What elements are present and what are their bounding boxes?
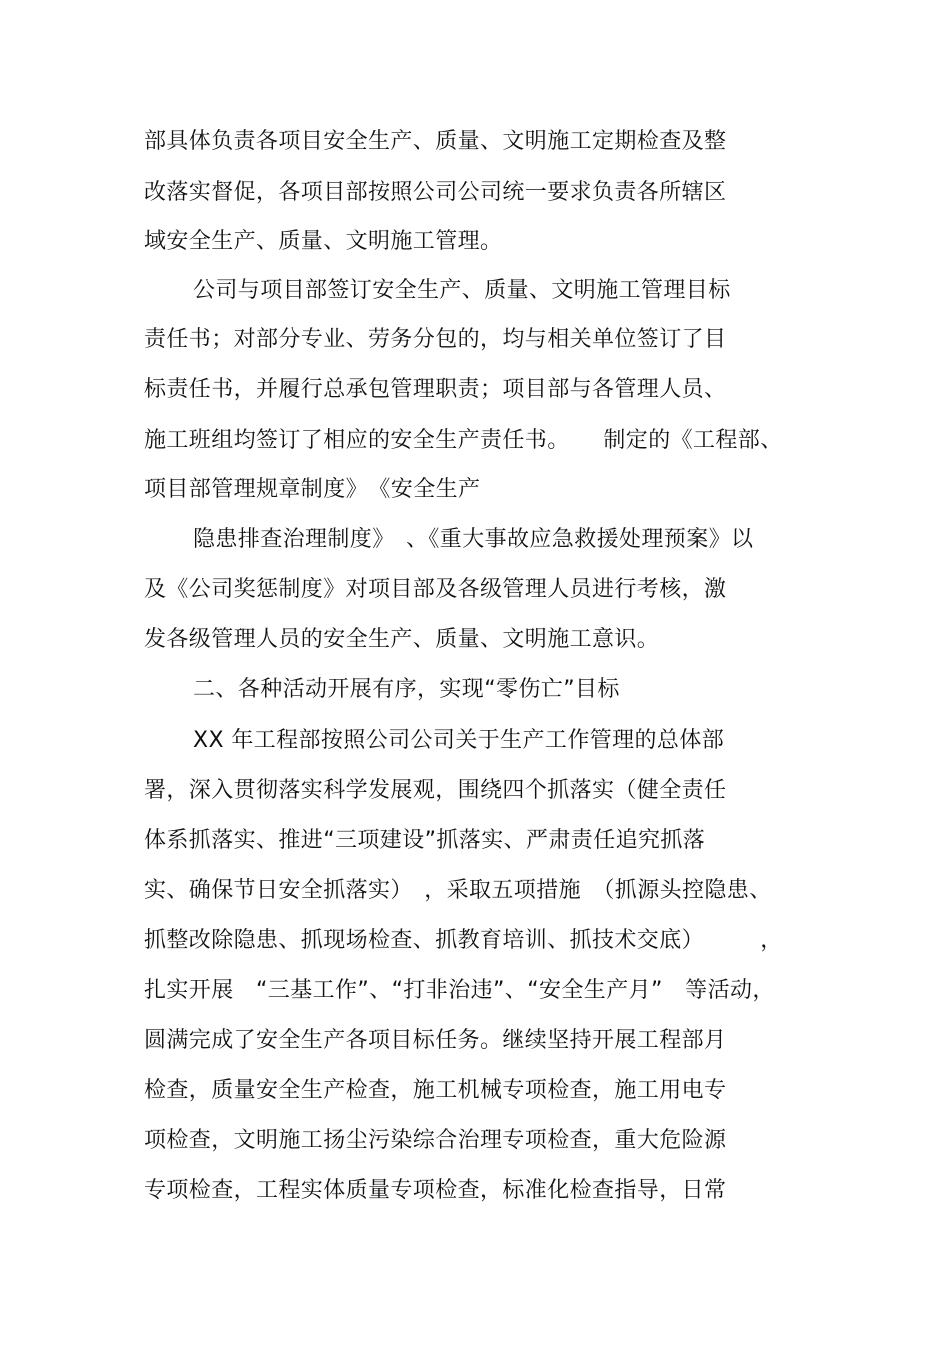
text-line: 圆满完成了安全生产各项目标任务。继续坚持开展工程部月 bbox=[144, 1028, 727, 1053]
text-line: 检查，质量安全生产检查，施工机械专项检查，施工用电专 bbox=[144, 1078, 727, 1103]
text-line: 责任书；对部分专业、劳务分包的，均与相关单位签订了目 bbox=[144, 327, 727, 352]
text-line: 部具体负责各项目安全生产、质量、文明施工定期检查及整 bbox=[144, 129, 727, 154]
text-line: 项目部管理规章制度》 《安全生产 bbox=[144, 477, 481, 502]
text-line: 抓整改除隐患、抓现场检查、抓教育培训、抓技术交底） ， bbox=[144, 928, 783, 953]
paragraph-first-line: XX 年工程部按照公司公司关于生产工作管理的总体部 bbox=[193, 728, 725, 753]
text-line: 施工班组均签订了相应的安全生产责任书。 制定的《工程部、 bbox=[144, 428, 783, 453]
text-line: 署，深入贯彻落实科学发展观，围绕四个抓落实（健全责任 bbox=[144, 778, 727, 803]
paragraph-first-line: 隐患排查治理制度》 、《重大事故应急救援处理预案》以 bbox=[193, 527, 754, 552]
paragraph-first-line: 公司与项目部签订安全生产、质量、文明施工管理目标 bbox=[193, 278, 731, 303]
text-line: 发各级管理人员的安全生产、质量、文明施工意识。 bbox=[144, 627, 660, 652]
text-line: 实、确保节日安全抓落实） ，采取五项措施 （抓源头控隐患、 bbox=[144, 878, 772, 903]
text-line: 扎实开展 “三基工作”、“打非治违”、“安全生产月” 等活动， bbox=[144, 978, 775, 1003]
text-line: 体系抓落实、推进“三项建设”抓落实、严肃责任追究抓落 bbox=[144, 828, 706, 853]
section-heading: 二、各种活动开展有序，实现“零伤亡”目标 bbox=[193, 677, 620, 702]
text-line: 及《公司奖惩制度》对项目部及各级管理人员进行考核，激 bbox=[144, 577, 727, 602]
text-line: 标责任书，并履行总承包管理职责；项目部与各管理人员、 bbox=[144, 377, 727, 402]
text-line: 域安全生产、质量、文明施工管理。 bbox=[144, 229, 503, 254]
text-line: 项检查，文明施工扬尘污染综合治理专项检查，重大危险源 bbox=[144, 1128, 727, 1153]
text-line: 专项检查，工程实体质量专项检查，标准化检查指导，日常 bbox=[144, 1178, 727, 1203]
text-line: 改落实督促，各项目部按照公司公司统一要求负责各所辖区 bbox=[144, 180, 727, 205]
